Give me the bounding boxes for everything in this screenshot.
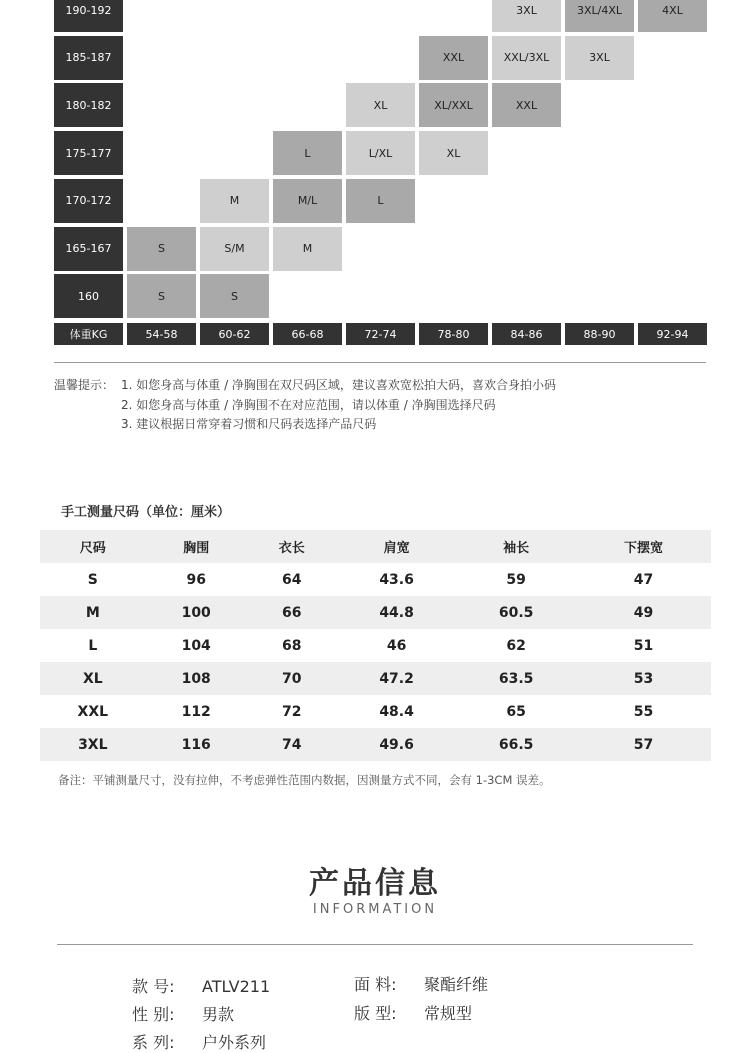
header-cell: 衣长 bbox=[278, 541, 305, 556]
info-value: 户外系列 bbox=[202, 1033, 267, 1052]
table-cell: 66.5 bbox=[498, 736, 534, 753]
table-cell: 116 bbox=[181, 736, 211, 753]
table-header-row bbox=[40, 530, 711, 563]
measure-title: 手工测量尺码（单位：厘米） bbox=[61, 505, 231, 520]
table-cell: 46 bbox=[386, 637, 407, 654]
size-cell: S bbox=[200, 274, 269, 318]
height-label: 170-172 bbox=[54, 179, 123, 223]
table-cell: 100 bbox=[181, 604, 211, 621]
table-cell: 49.6 bbox=[379, 736, 414, 753]
table-cell: 53 bbox=[633, 670, 654, 687]
header-cell: 袖长 bbox=[503, 541, 530, 556]
info-item bbox=[354, 972, 488, 995]
divider bbox=[54, 362, 706, 363]
table-row bbox=[40, 563, 711, 596]
size-cell: S bbox=[127, 227, 196, 271]
table-cell: 43.6 bbox=[379, 571, 414, 588]
header-cell: 尺码 bbox=[79, 541, 106, 556]
weight-cell: 60-62 bbox=[200, 323, 269, 345]
product-info-title: 产品信息 bbox=[309, 866, 441, 901]
table-cell: 60.5 bbox=[498, 604, 534, 621]
table-cell: 55 bbox=[633, 703, 654, 720]
table-cell: 112 bbox=[181, 703, 211, 720]
table-cell: 108 bbox=[181, 670, 211, 687]
size-cell: S bbox=[127, 274, 196, 318]
table-cell: L bbox=[88, 637, 98, 654]
size-cell: XXL/3XL bbox=[492, 36, 561, 80]
info-value: 常规型 bbox=[424, 1004, 473, 1023]
size-cell: XL bbox=[346, 83, 415, 127]
info-item bbox=[132, 1002, 234, 1025]
size-cell: M/L bbox=[273, 179, 342, 223]
size-cell: L bbox=[346, 179, 415, 223]
table-cell: XL bbox=[82, 670, 103, 687]
table-row bbox=[40, 596, 711, 629]
size-cell: XXL bbox=[419, 36, 488, 80]
table-cell: M bbox=[85, 604, 100, 621]
weight-cell: 84-86 bbox=[492, 323, 561, 345]
table-cell: 63.5 bbox=[498, 670, 534, 687]
weight-cell: 92-94 bbox=[638, 323, 707, 345]
info-value: 男款 bbox=[202, 1005, 235, 1024]
table-cell: 74 bbox=[282, 736, 302, 753]
info-key: 面 料: bbox=[354, 975, 397, 994]
table-cell: 96 bbox=[186, 571, 206, 588]
height-label: 185-187 bbox=[54, 36, 123, 80]
table-cell: 64 bbox=[282, 571, 302, 588]
size-cell: XXL bbox=[492, 83, 561, 127]
measure-note: 备注：平铺测量尺寸，没有拉伸，不考虑弹性范围内数据，因测量方式不同，会有 1-3CM 误差。 bbox=[58, 773, 551, 787]
table-cell: XXL bbox=[77, 703, 109, 720]
table-cell: 49 bbox=[633, 604, 654, 621]
weight-label: 体重KG bbox=[54, 323, 123, 345]
size-cell: XL/XXL bbox=[419, 83, 488, 127]
table-cell: 3XL bbox=[78, 736, 108, 753]
table-cell: 70 bbox=[282, 670, 302, 687]
weight-cell: 66-68 bbox=[273, 323, 342, 345]
measure-table bbox=[40, 530, 711, 761]
table-row bbox=[40, 629, 711, 662]
info-value: ATLV211 bbox=[202, 977, 271, 996]
table-row bbox=[40, 662, 711, 695]
size-cell: M bbox=[273, 227, 342, 271]
divider bbox=[57, 944, 693, 945]
table-row bbox=[40, 695, 711, 728]
header-cell: 胸围 bbox=[183, 541, 210, 556]
table-cell: 104 bbox=[181, 637, 211, 654]
tips-label: 温馨提示： bbox=[54, 378, 115, 392]
size-cell: M bbox=[200, 179, 269, 223]
tip-line: 1. 如您身高与体重 / 净胸围在双尺码区域，建议喜欢宽松拍大码，喜欢合身拍小码 bbox=[121, 378, 556, 392]
weight-cell: 54-58 bbox=[127, 323, 196, 345]
tip-line: 3. 建议根据日常穿着习惯和尺码表选择产品尺码 bbox=[121, 417, 377, 431]
height-label: 160 bbox=[54, 274, 123, 318]
info-key: 版 型: bbox=[354, 1004, 397, 1023]
info-key: 性 别: bbox=[132, 1005, 175, 1024]
table-cell: 66 bbox=[282, 604, 302, 621]
height-label: 180-182 bbox=[54, 83, 123, 127]
table-cell: 51 bbox=[633, 637, 654, 654]
height-label: 190-192 bbox=[54, 0, 123, 32]
info-item bbox=[132, 1030, 266, 1053]
table-cell: 62 bbox=[506, 637, 526, 654]
header-cell: 肩宽 bbox=[383, 541, 410, 556]
info-key: 款 号: bbox=[132, 977, 175, 996]
table-cell: S bbox=[87, 571, 98, 588]
size-cell: 3XL bbox=[565, 36, 634, 80]
height-label: 175-177 bbox=[54, 131, 123, 175]
size-cell: L bbox=[273, 131, 342, 175]
info-item bbox=[132, 974, 270, 997]
table-cell: 68 bbox=[282, 637, 302, 654]
info-key: 系 列: bbox=[132, 1033, 175, 1052]
size-cell: 3XL bbox=[492, 0, 561, 32]
table-cell: 48.4 bbox=[379, 703, 414, 720]
size-cell: XL bbox=[419, 131, 488, 175]
info-item bbox=[354, 1001, 472, 1024]
table-row bbox=[40, 728, 711, 761]
size-cell: L/XL bbox=[346, 131, 415, 175]
table-cell: 59 bbox=[506, 571, 526, 588]
product-info-subtitle: INFORMATION bbox=[312, 902, 438, 917]
size-cell: 4XL bbox=[638, 0, 707, 32]
size-cell: S/M bbox=[200, 227, 269, 271]
weight-cell: 88-90 bbox=[565, 323, 634, 345]
table-cell: 57 bbox=[633, 736, 654, 753]
header-cell: 下摆宽 bbox=[623, 541, 663, 556]
table-cell: 65 bbox=[506, 703, 526, 720]
tip-line: 2. 如您身高与体重 / 净胸围不在对应范围，请以体重 / 净胸围选择尺码 bbox=[121, 397, 496, 412]
height-label: 165-167 bbox=[54, 227, 123, 271]
size-cell: 3XL/4XL bbox=[565, 0, 634, 32]
weight-cell: 72-74 bbox=[346, 323, 415, 345]
table-cell: 47 bbox=[633, 571, 654, 588]
table-cell: 47.2 bbox=[379, 670, 414, 687]
weight-cell: 78-80 bbox=[419, 323, 488, 345]
table-cell: 44.8 bbox=[379, 604, 414, 621]
info-value: 聚酯纤维 bbox=[424, 975, 489, 994]
table-cell: 72 bbox=[282, 703, 302, 720]
